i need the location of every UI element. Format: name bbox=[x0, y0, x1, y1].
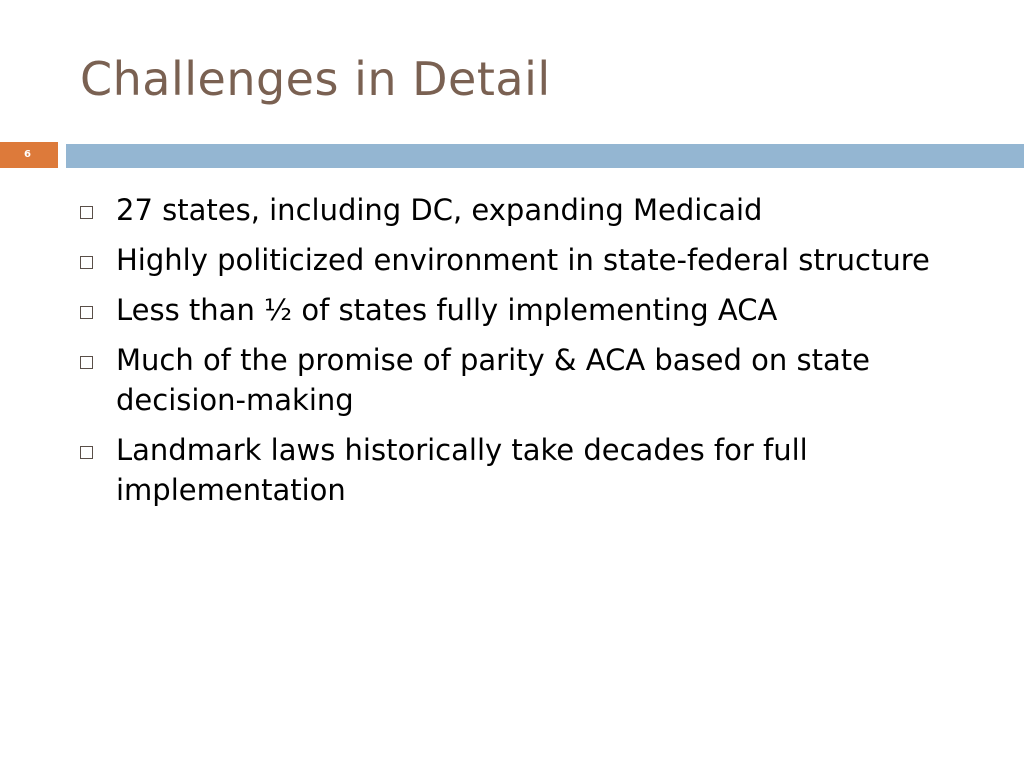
list-item bbox=[80, 290, 980, 330]
list-item bbox=[80, 240, 980, 280]
square-bullet-icon bbox=[80, 306, 93, 319]
bullet-text: Landmark laws historically take decades for full implementation bbox=[116, 433, 808, 507]
square-bullet-icon bbox=[80, 356, 93, 369]
bullet-text: Highly politicized environment in state-federal structure bbox=[116, 243, 930, 277]
bullet-text: Much of the promise of parity & ACA based on state decision-making bbox=[116, 343, 870, 417]
header-divider-bar bbox=[66, 144, 1024, 168]
bullet-text: Less than ½ of states fully implementing ACA bbox=[116, 293, 778, 327]
slide-title: Challenges in Detail bbox=[80, 52, 551, 106]
list-item bbox=[80, 430, 980, 510]
list-item bbox=[80, 190, 980, 230]
bullet-list bbox=[80, 190, 980, 520]
list-item bbox=[80, 340, 980, 420]
bullet-text: 27 states, including DC, expanding Medicaid bbox=[116, 193, 763, 227]
square-bullet-icon bbox=[80, 446, 93, 459]
slide-number-badge: 6 bbox=[0, 142, 58, 168]
square-bullet-icon bbox=[80, 256, 93, 269]
square-bullet-icon bbox=[80, 206, 93, 219]
